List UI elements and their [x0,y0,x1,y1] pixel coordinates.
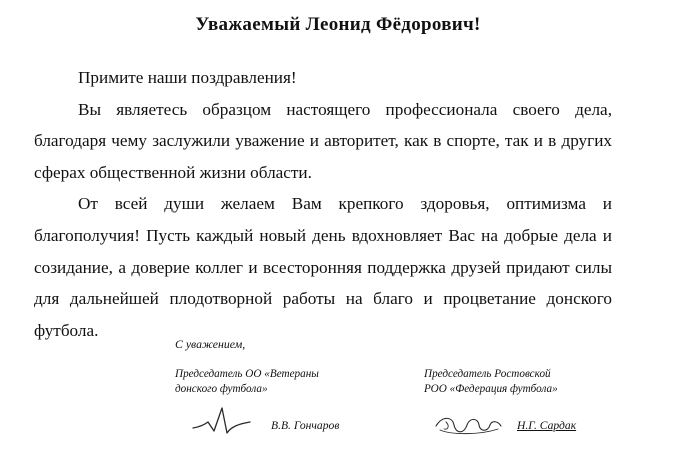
letter-greeting: Уважаемый Леонид Фёдорович! [195,14,481,35]
signatory-right-name: Н.Г. Сардак [517,419,577,432]
letter-paragraph: От всей души желаем Вам крепкого здоровья, оптимизма и благополучия! Пусть каждый новый день вдохновляет Вас на добрые дела и созидание, а доверие коллег и всесторонняя поддержка друзей придают силы для дальнейшей плодотворной работы на благо и процветание донского футбола. [34,194,612,340]
signature-left-image [190,400,252,438]
signatory-left-position-line1: Председатель ОО «Ветераны [175,368,319,380]
letter-paragraph: Вы являетесь образцом настоящего профессионала своего дела, благодаря чему заслужили уважение и авторитет, как в спорте, так и в других сферах общественной жизни области. [34,99,612,182]
closing-regards: С уважением, [175,337,246,351]
signatory-left-position-line2: донского футбола» [175,383,268,395]
signature-right-image [432,412,504,440]
signatory-right-position-line2: РОО «Федерация футбола» [424,383,558,395]
letter-paragraph: Примите наши поздравления! [78,68,297,87]
signatory-left-name: В.В. Гончаров [271,419,340,432]
letter-body [34,62,612,346]
signatory-left-position [175,367,319,397]
signatory-right-position-line1: Председатель Ростовской [424,368,551,380]
signatory-right-position [424,367,558,397]
